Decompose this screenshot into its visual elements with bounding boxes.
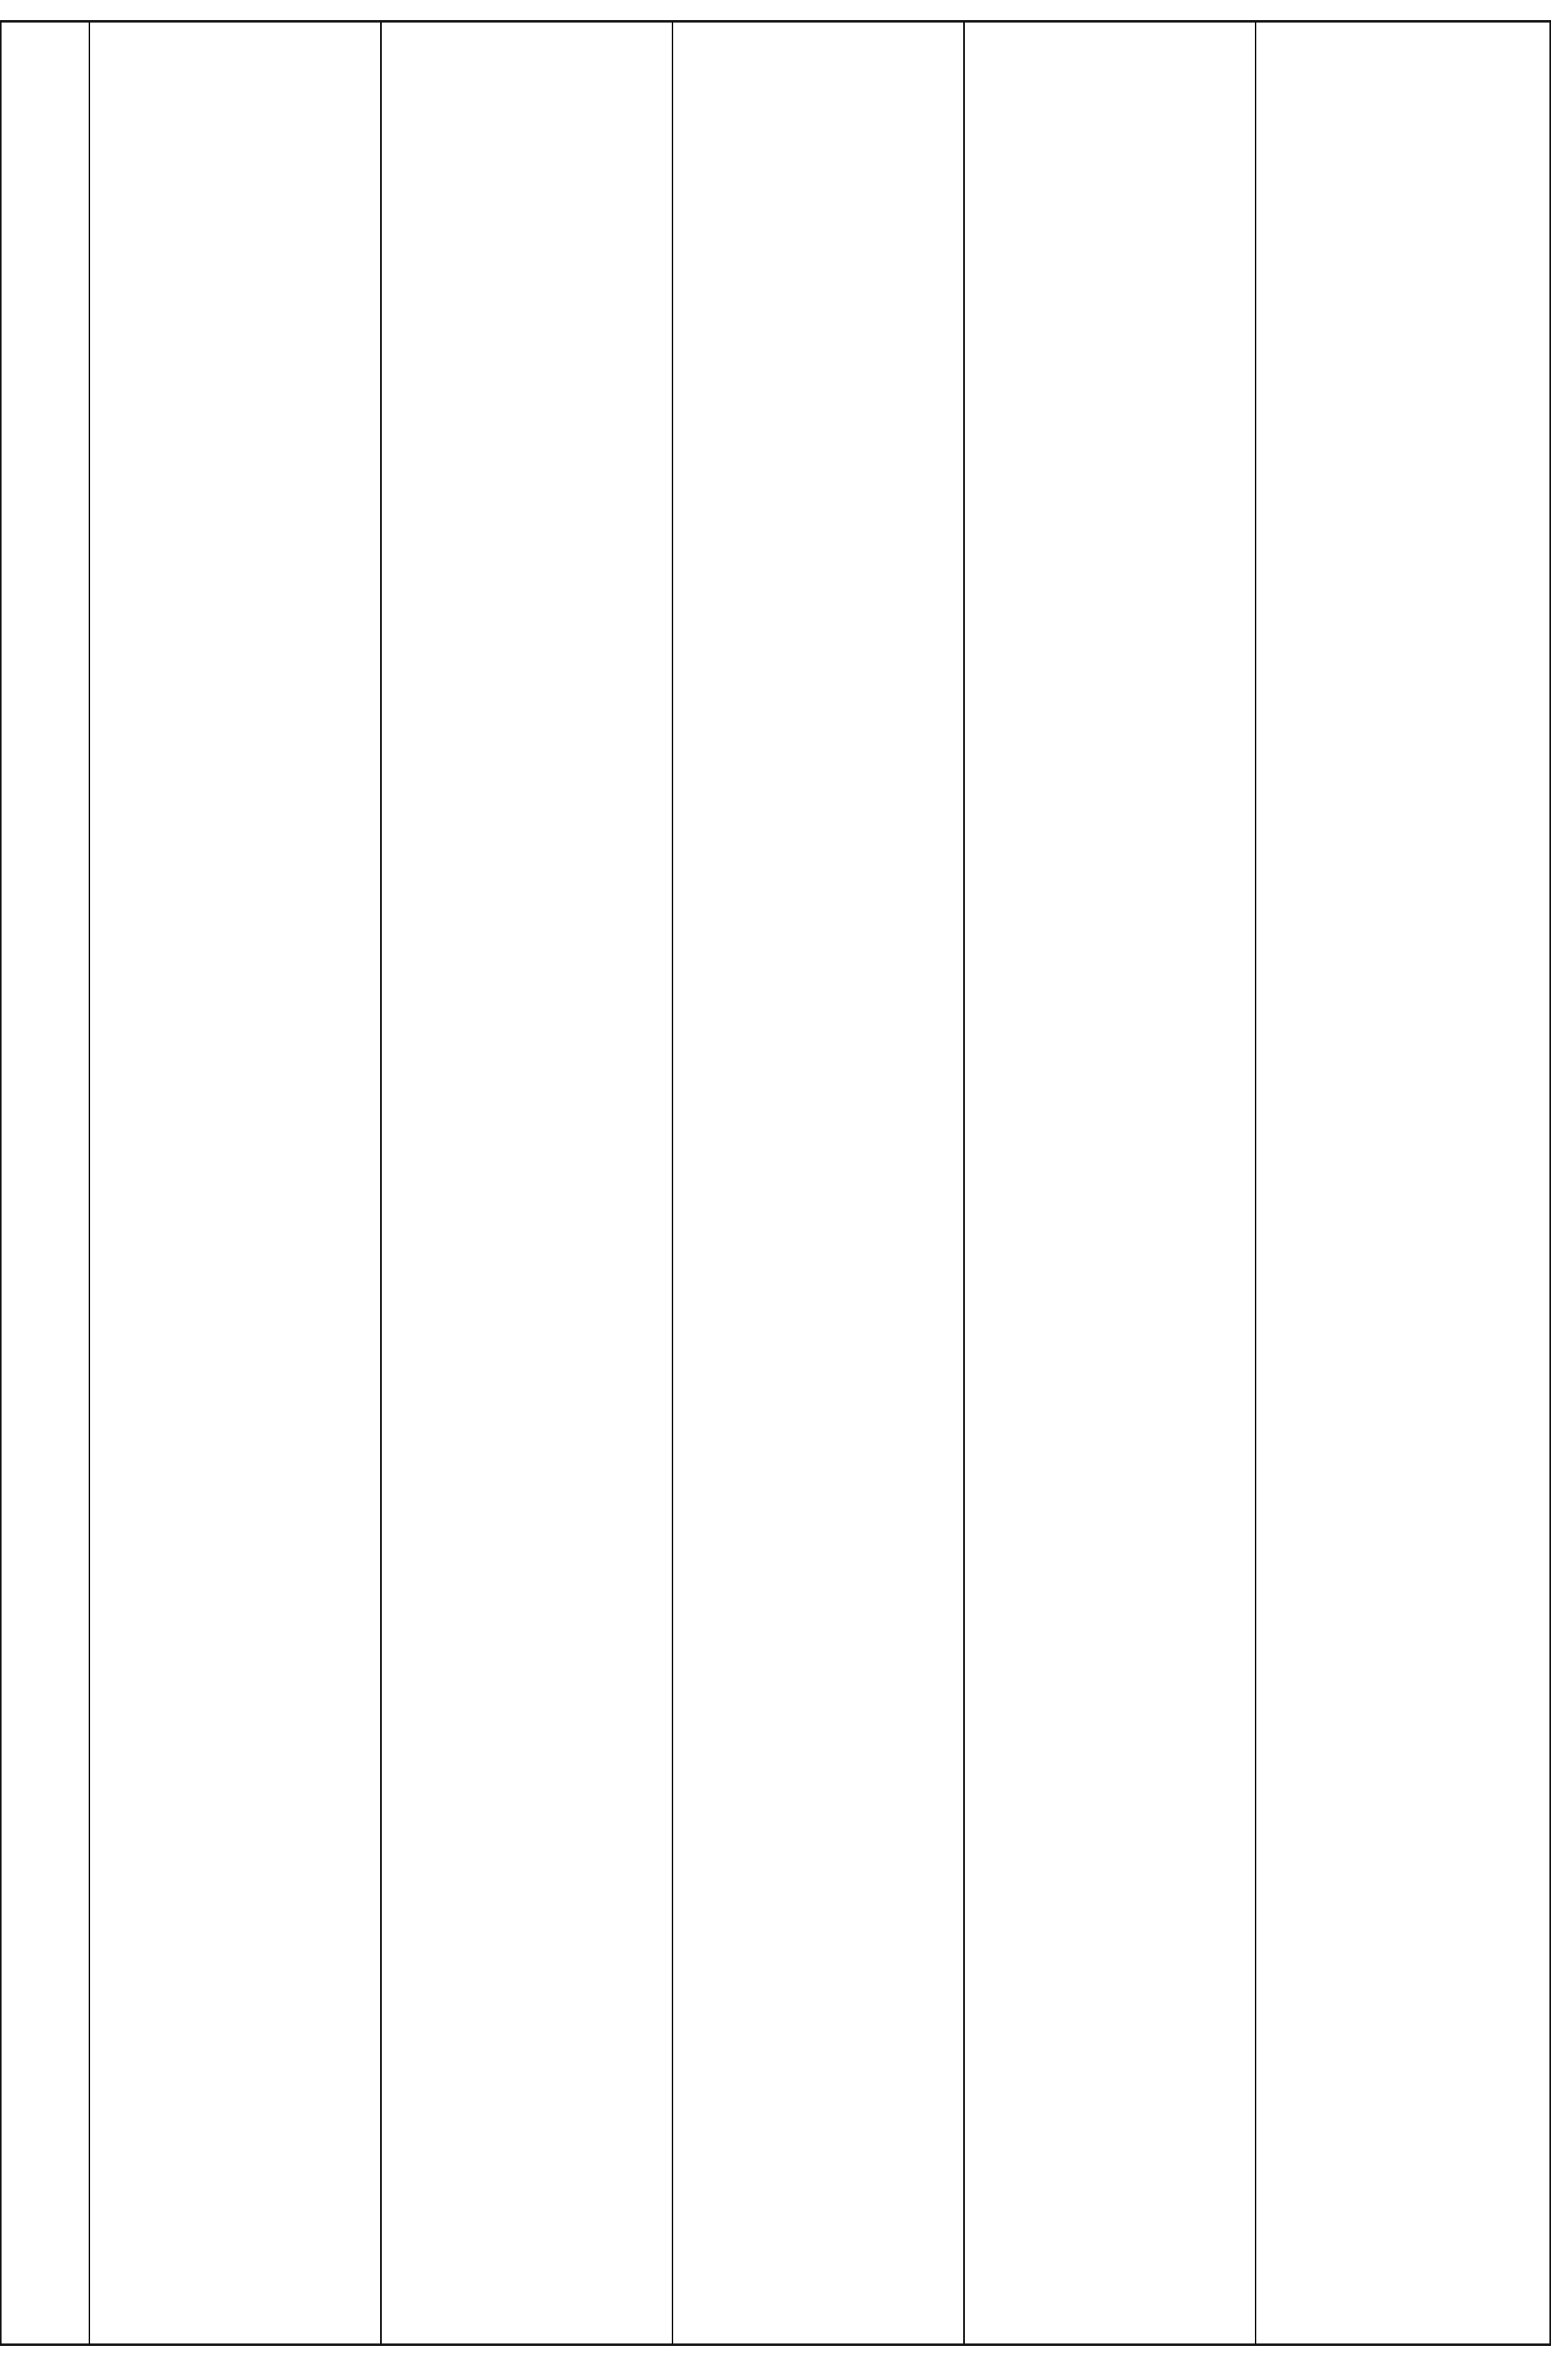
- column-5-text: [89, 22, 381, 2344]
- column-1-text: [1256, 22, 1547, 2344]
- column-divider: [672, 20, 673, 2346]
- column-panel-4: [381, 22, 672, 2344]
- table-left-rule: [0, 20, 2, 2346]
- column-panel-2: [964, 22, 1256, 2344]
- column-4-text: [381, 22, 672, 2344]
- column-3-text: [672, 22, 964, 2344]
- column-2-text: [964, 22, 1256, 2344]
- column-divider: [380, 20, 382, 2346]
- column-divider: [963, 20, 965, 2346]
- column-panel-1: [1256, 22, 1547, 2344]
- column-panel-3: [672, 22, 964, 2344]
- column-panel-5: [89, 22, 381, 2344]
- column-divider: [89, 20, 90, 2346]
- column-divider: [1255, 20, 1256, 2346]
